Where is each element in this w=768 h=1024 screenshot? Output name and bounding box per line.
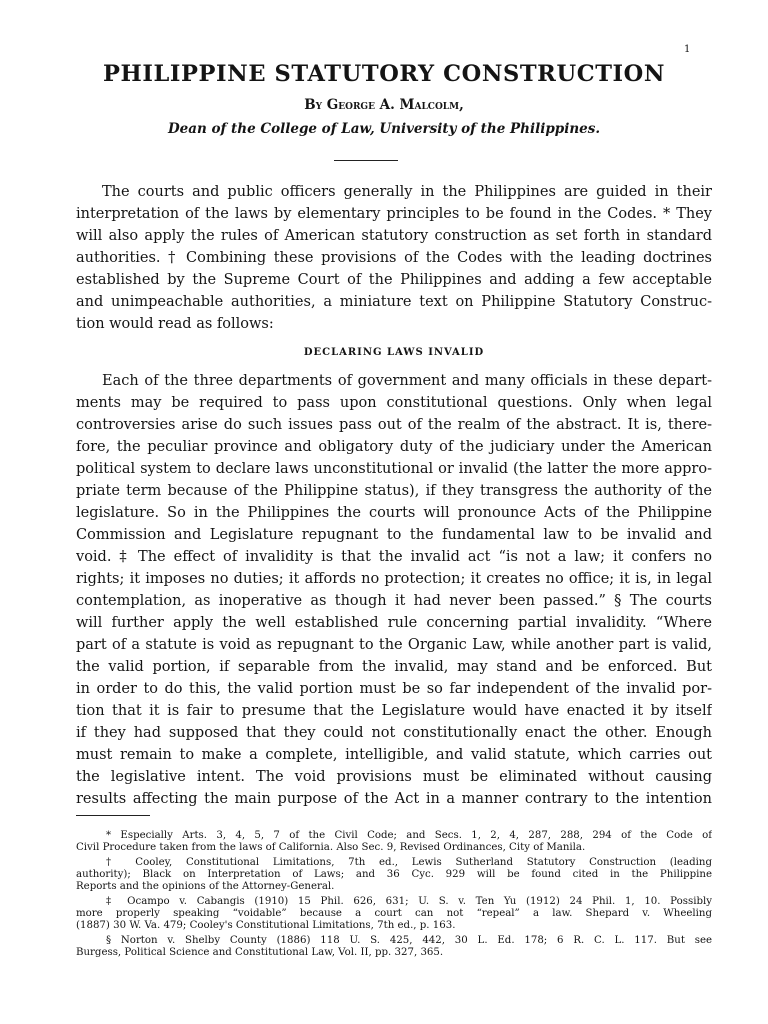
text-line: ments may be required to pass upon constitutional questions. Only when legal bbox=[76, 395, 712, 411]
text-line: Each of the three departments of government and many officials in these depart- bbox=[102, 373, 712, 389]
section-heading: DECLARING LAWS INVALID bbox=[303, 347, 485, 358]
text-line: void. ‡ The effect of invalidity is that the invalid act “is not a law; it confers no bbox=[76, 549, 712, 565]
article-title: PHILIPPINE STATUTORY CONSTRUCTION bbox=[102, 61, 666, 87]
footnote-line: § Norton v. Shelby County (1886) 118 U. S. 425, 442, 30 L. Ed. 178; 6 R. C. L. 117. But see bbox=[106, 935, 712, 946]
footnote-line: ‡ Ocampo v. Cabangis (1910) 15 Phil. 626, 631; U. S. v. Ten Yu (1912) 24 Phil. 1, 10. Possibly bbox=[106, 896, 712, 907]
text-line: legislature. So in the Philippines the courts will pronounce Acts of the Philippine bbox=[76, 505, 712, 521]
text-line: tion would read as follows: bbox=[76, 316, 274, 332]
author-affiliation: Dean of the College of Law, University of the Philippines. bbox=[167, 121, 601, 137]
text-line: controversies arise do such issues pass out of the realm of the abstract. It is, there- bbox=[76, 417, 712, 433]
text-line: authorities. † Combining these provisions of the Codes with the leading doctrines bbox=[76, 250, 712, 266]
text-line: will also apply the rules of American statutory construction as set forth in standard bbox=[76, 228, 712, 244]
text-line: if they had supposed that they could not constitutionally enact the other. Enough bbox=[76, 725, 712, 741]
text-line: in order to do this, the valid portion must be so far independent of the invalid por- bbox=[76, 681, 712, 697]
text-line: rights; it imposes no duties; it affords no protection; it creates no office; it is, in legal bbox=[76, 571, 712, 587]
footnote-line: Civil Procedure taken from the laws of California. Also Sec. 9, Revised Ordinances, City of Manila. bbox=[76, 842, 586, 853]
text-line: priate term because of the Philippine status), if they transgress the authority of the bbox=[76, 483, 712, 499]
footnote-line: authority); Black on Interpretation of Laws; and 36 Cyc. 929 will be found cited in the Philippine bbox=[76, 869, 712, 880]
text-line: the valid portion, if separable from the invalid, may stand and be enforced. But bbox=[76, 659, 712, 675]
text-line: and unimpeachable authorities, a miniature text on Philippine Statutory Construc- bbox=[76, 294, 712, 310]
text-line: the legislative intent. The void provisions must be eliminated without causing bbox=[76, 769, 712, 785]
text-line: will further apply the well established rule concerning partial invalidity. “Where bbox=[76, 615, 712, 631]
footnote-line: Reports and the opinions of the Attorney-General. bbox=[76, 881, 335, 892]
text-line: established by the Supreme Court of the Philippines and adding a few acceptable bbox=[76, 272, 712, 288]
text-line: contemplation, as inoperative as though it had never been passed.” § The courts bbox=[76, 593, 712, 609]
text-line: interpretation of the laws by elementary principles to be found in the Codes. * They bbox=[76, 206, 712, 222]
text-line: must remain to make a complete, intelligible, and valid statute, which carries out bbox=[76, 747, 712, 763]
text-line: tion that it is fair to presume that the Legislature would have enacted it by itself bbox=[76, 703, 712, 719]
text-line: results affecting the main purpose of the Act in a manner contrary to the intention bbox=[76, 791, 712, 807]
title-divider bbox=[334, 160, 398, 161]
footnote-line: * Especially Arts. 3, 4, 5, 7 of the Civil Code; and Secs. 1, 2, 4, 287, 288, 294 of the Code of bbox=[106, 830, 712, 841]
page-corner-mark: 1 bbox=[684, 44, 691, 55]
footnote-line: † Cooley, Constitutional Limitations, 7th ed., Lewis Sutherland Statutory Construction (leading bbox=[106, 857, 712, 868]
footnote-divider bbox=[76, 815, 150, 816]
text-line: fore, the peculiar province and obligatory duty of the judiciary under the American bbox=[76, 439, 712, 455]
footnote-line: (1887) 30 W. Va. 479; Cooley's Constitutional Limitations, 7th ed., p. 163. bbox=[76, 920, 456, 931]
text-line: Commission and Legislature repugnant to the fundamental law to be invalid and bbox=[76, 527, 712, 543]
footnote-line: more properly speaking “voidable” because a court can not “repeal” a law. Shepard v. Wheeling bbox=[76, 908, 712, 919]
text-line: The courts and public officers generally in the Philippines are guided in their bbox=[102, 184, 712, 200]
text-line: political system to declare laws unconstitutional or invalid (the latter the more appro- bbox=[76, 461, 712, 477]
footnote-line: Burgess, Political Science and Constitutional Law, Vol. II, pp. 327, 365. bbox=[76, 947, 444, 958]
author-byline: By George A. Malcolm, bbox=[304, 97, 464, 113]
text-line: part of a statute is void as repugnant to the Organic Law, while another part is valid, bbox=[76, 637, 712, 653]
